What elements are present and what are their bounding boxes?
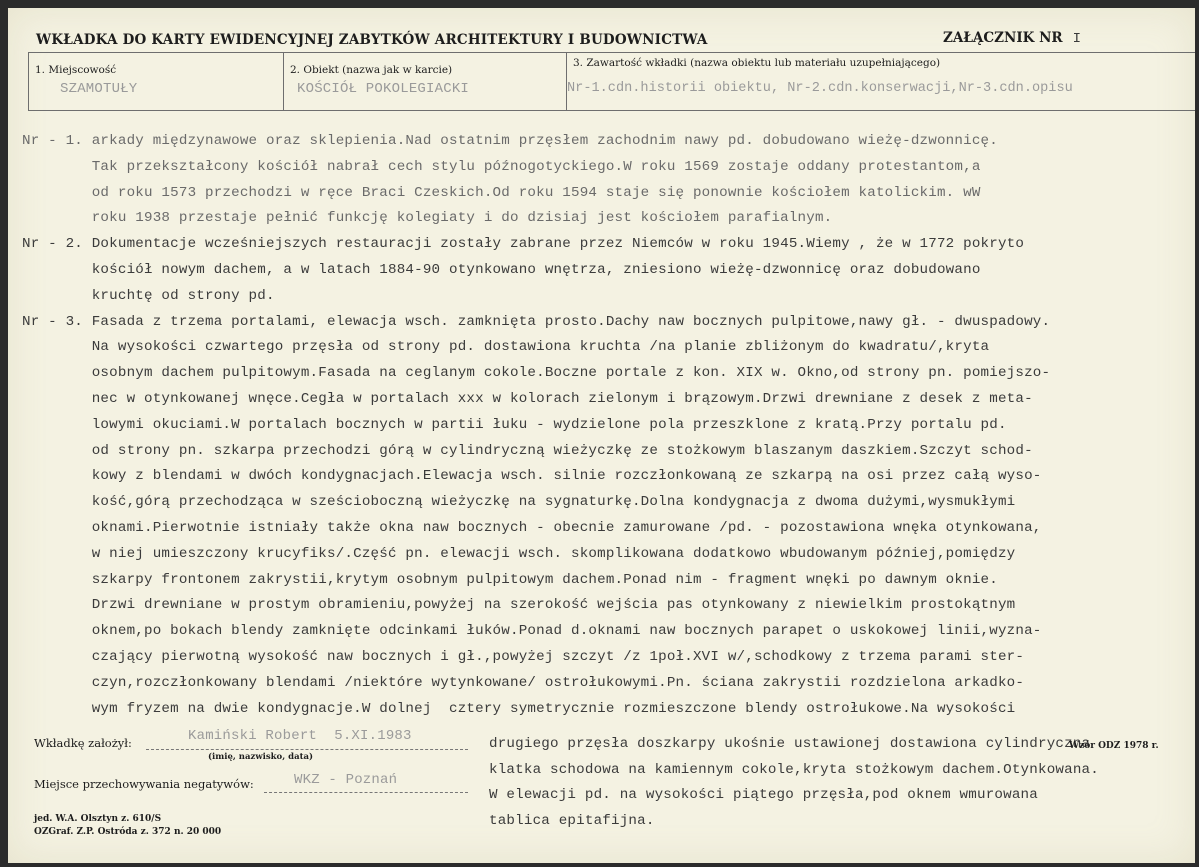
locality-value: SZAMOTUŁY bbox=[60, 81, 138, 97]
typed-line: od strony pn. szkarpa przechodzi górą w cylindryczną wieżyczkę ze stożkowym blaszanym daszkiem.Szczyt schod- bbox=[22, 442, 1033, 459]
grid-line-bottom bbox=[28, 110, 1195, 111]
typed-line: kościół nowym dachem, a w latach 1884-90 otynkowano wnętrza, zniesiono wieżę-dzwonnicę oraz dobudowano bbox=[22, 262, 981, 278]
typed-line: Tak przekształcony kościół nabrał cech stylu późnogotyckiego.W roku 1569 zostaje oddany protestantom,a bbox=[22, 158, 981, 175]
annex-number: I bbox=[1072, 31, 1082, 47]
locality-label: 1. Miejscowość bbox=[35, 64, 117, 76]
annex-label: ZAŁĄCZNIK NR bbox=[943, 30, 1063, 46]
typed-line: osobnym dachem pulpitowym.Fasada na ceglanym cokole.Boczne portale z kon. XIX w. Okno,od strony pn. pomiejszo- bbox=[22, 365, 1051, 382]
object-value: KOŚCIÓŁ POKOLEGIACKI bbox=[297, 81, 470, 97]
typed-line: roku 1938 przestaje pełnić funkcję kolegiaty i do dzisiaj jest kościołem parafialnym. bbox=[22, 210, 833, 227]
negatives-value: WKZ - Poznań bbox=[294, 772, 398, 788]
grid-line-top bbox=[28, 52, 1195, 53]
content-label: 3. Zawartość wkładki (nazwa obiektu lub materiału uzupełniającego) bbox=[573, 57, 941, 69]
object-label: 2. Obiekt (nazwa jak w karcie) bbox=[290, 64, 453, 76]
typed-line: wym fryzem na dwie kondygnacje.W dolnej cztery symetrycznie rozmieszczone blendy ostrołukowe.Na wysokości bbox=[22, 700, 1016, 717]
typed-line: Nr - 1. arkady międzynawowe oraz sklepienia.Nad ostatnim przęsłem zachodnim nawy pd. dobudowano wieżę-dzwonnicę. bbox=[22, 133, 998, 149]
typed-line: lowymi okuciami.W portalach bocznych w partii łuku - wydzielone pola przeszklone z kratą.Przy portalu pd. bbox=[22, 416, 1007, 433]
typed-line: kość,górą przechodząca w sześcioboczną wieżyczkę na sygnaturkę.Dolna kondygnacja z dwoma dużymi,wysmukłymi bbox=[22, 494, 1016, 511]
typed-line: klatka schodowa na kamiennym cokole,kryta stożkowym dachem.Otynkowana. bbox=[489, 761, 1099, 778]
typed-line: oknem,po bokach blendy zamknięte odcinkami łuków.Ponad d.oknami naw bocznych parapet o uskokowej linii,wyzna- bbox=[22, 623, 1042, 640]
typed-line: czający pierwotną wysokość naw bocznych i gł.,powyżej szczyt /z 1poł.XVI w/,schodkowy z trzema parami ster- bbox=[22, 649, 1025, 665]
inserted-by-hint: (imię, nazwisko, data) bbox=[208, 752, 314, 762]
print-line-2: OZGraf. Z.P. Ostróda z. 372 n. 20 000 bbox=[34, 827, 222, 837]
inventory-card-insert bbox=[8, 8, 1195, 863]
typed-line: W elewacji pd. na wysokości piątego przęsła,pod oknem wmurowana bbox=[489, 787, 1038, 803]
grid-line-left bbox=[28, 52, 29, 111]
typed-line: czyn,rozczłonkowany blendami /niektóre wytynkowane/ ostrołukowymi.Pn. ściana zakrystii rozdzielona arkadko- bbox=[22, 674, 1025, 691]
typed-line: tablica epitafijna. bbox=[489, 812, 655, 829]
grid-divider-1 bbox=[283, 52, 284, 111]
typed-line: w niej umieszczony krucyfiks/.Część pn. elewacji wsch. skomplikowana dodatkowo wbudowanym później,pomiędzy bbox=[22, 545, 1016, 562]
typed-line: szkarpy frontonem zakrystii,krytym osobnym pulpitowym dachem.Ponad nim - fragment wnęki po dawnym oknie. bbox=[22, 571, 998, 588]
typed-line: kowy z blendami w dwóch kondygnacjach.Elewacja wsch. silnie rozczłonkowaną ze szkarpą na osi przez całą wyso- bbox=[22, 468, 1042, 485]
typed-line: kruchtę od strony pd. bbox=[22, 287, 275, 304]
typed-line: nec w otynkowanej wnęce.Cegła w portalach xxx w kolorach zielonym i brązowym.Drzwi drewniane z desek z meta- bbox=[22, 391, 1033, 407]
typed-line: Nr - 3. Fasada z trzema portalami, elewacja wsch. zamknięta prosto.Dachy naw bocznych pulpitowe,nawy gł. - dwuspadowy. bbox=[22, 313, 1051, 330]
inserted-by-line bbox=[146, 749, 468, 750]
typed-line: oknami.Pierwotnie istniały także okna naw bocznych - obecnie zamurowane /pd. - pozostawiona wnęka otynkowana, bbox=[22, 520, 1042, 536]
typed-line: Drzwi drewniane w prostym obramieniu,powyżej na szerokość wejścia pas otynkowany z niewielkim prostokątnym bbox=[22, 597, 1016, 614]
negatives-line bbox=[264, 792, 468, 793]
inserted-by-value: Kamiński Robert 5.XI.1983 bbox=[188, 728, 412, 744]
annex-label-group bbox=[943, 30, 1081, 47]
negatives-label: Miejsce przechowywania negatywów: bbox=[34, 777, 254, 791]
typed-line: Na wysokości czwartego przęsła od strony pd. dostawiona kruchta /na planie zbliżonym do kwadratu/,kryta bbox=[22, 339, 990, 356]
print-line-1: jed. W.A. Olsztyn z. 610/S bbox=[34, 814, 162, 824]
form-mark: Wzór ODZ 1978 r. bbox=[1069, 741, 1159, 751]
typed-line: drugiego przęsła doszkarpy ukośnie ustawionej dostawiona cylindryczna bbox=[489, 736, 1091, 752]
form-title: WKŁADKA DO KARTY EWIDENCYJNEJ ZABYTKÓW ARCHITEKTURY I BUDOWNICTWA bbox=[36, 32, 708, 48]
content-value: Nr-1.cdn.historii obiektu, Nr-2.cdn.konserwacji,Nr-3.cdn.opisu bbox=[567, 81, 1073, 96]
inserted-by-label: Wkładkę założył: bbox=[34, 736, 132, 750]
typed-line: od roku 1573 przechodzi w ręce Braci Czeskich.Od roku 1594 staje się ponownie kościołem katolickim. wW bbox=[22, 184, 981, 201]
typed-line: Nr - 2. Dokumentacje wcześniejszych restauracji zostały zabrane przez Niemców w roku 1945.Wiemy , że w 1772 pokryto bbox=[22, 236, 1025, 253]
